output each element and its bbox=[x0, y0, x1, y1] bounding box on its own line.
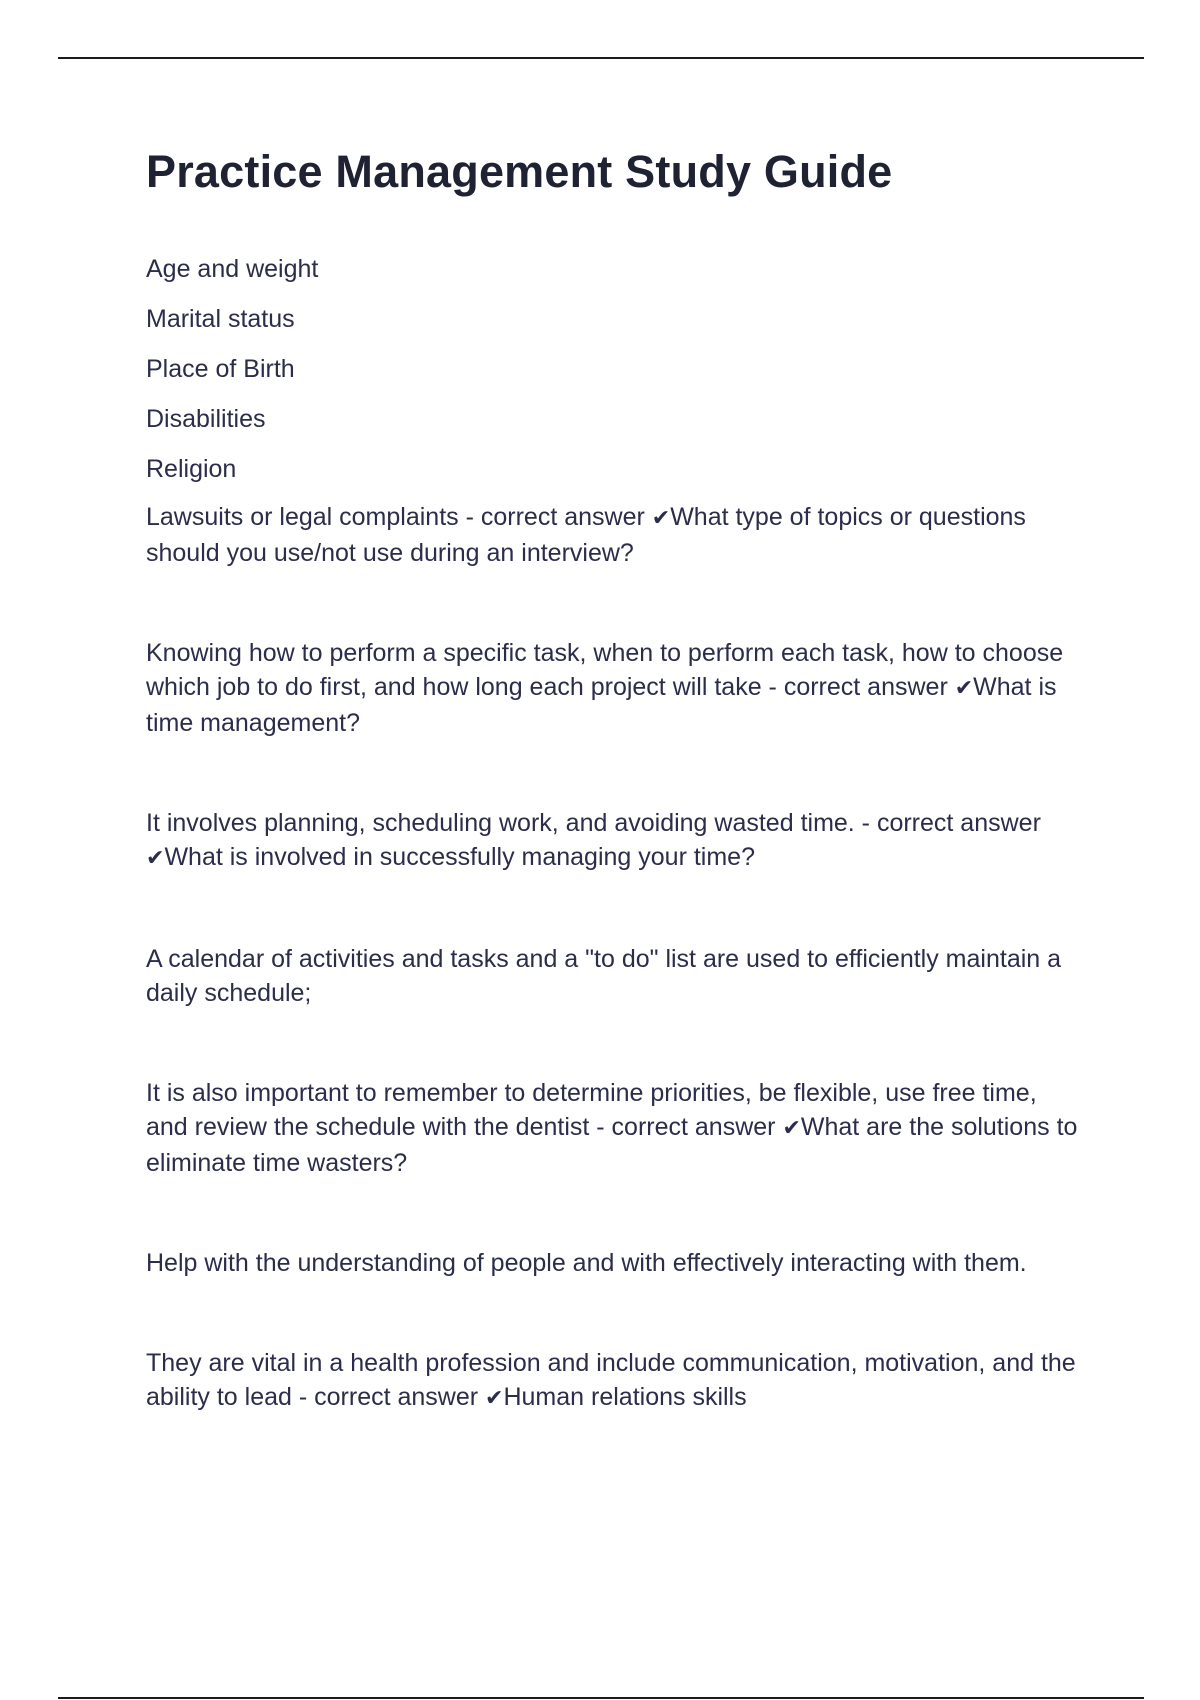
checkmark-icon: ✔ bbox=[782, 1116, 801, 1141]
checkmark-icon: ✔ bbox=[651, 506, 671, 531]
question-text: What is time management? bbox=[146, 673, 1057, 737]
checkmark-icon: ✔ bbox=[146, 846, 165, 871]
question-text: What is involved in successfully managing your time? bbox=[164, 843, 755, 871]
answer-text: Lawsuits or legal complaints - correct answer bbox=[146, 503, 652, 531]
answer-text: It is also important to remember to determine priorities, be flexible, use free time, and review the schedule with the dentist - correct answer bbox=[146, 1079, 1037, 1141]
list-item: Age and weight bbox=[146, 255, 319, 283]
list-item: Disabilities bbox=[146, 405, 266, 433]
qa-paragraph bbox=[146, 636, 1081, 740]
list-item: Marital status bbox=[146, 305, 295, 333]
answer-text: It involves planning, scheduling work, and avoiding wasted time. - correct answer bbox=[146, 809, 1041, 837]
document-body bbox=[146, 252, 1081, 1482]
text-paragraph bbox=[146, 942, 1081, 1010]
bottom-divider bbox=[58, 1697, 1144, 1699]
question-text: What type of topics or questions should you use/not use during an interview? bbox=[146, 503, 1026, 567]
topic-list bbox=[146, 252, 1081, 486]
list-item: Religion bbox=[146, 455, 237, 483]
answer-text: Knowing how to perform a specific task, when to perform each task, how to choose which job to do first, and how long each project will take - correct answer bbox=[146, 639, 1064, 701]
checkmark-icon: ✔ bbox=[954, 676, 974, 701]
qa-paragraph bbox=[146, 1076, 1081, 1180]
qa-paragraph bbox=[146, 1346, 1081, 1416]
page-title: Practice Management Study Guide bbox=[146, 146, 893, 197]
paragraph-text: Help with the understanding of people and with effectively interacting with them. bbox=[146, 1249, 1027, 1277]
answer-text: They are vital in a health profession and include communication, motivation, and the ability to lead - correct answer bbox=[146, 1349, 1076, 1411]
question-text: What are the solutions to eliminate time wasters? bbox=[146, 1113, 1078, 1177]
checkmark-icon: ✔ bbox=[485, 1386, 504, 1411]
paragraph-text: A calendar of activities and tasks and a "to do" list are used to efficiently maintain a daily schedule; bbox=[146, 945, 1062, 1007]
qa-paragraph bbox=[146, 806, 1081, 876]
question-text: Human relations skills bbox=[503, 1383, 747, 1411]
text-paragraph bbox=[146, 1246, 1081, 1280]
list-item: Place of Birth bbox=[146, 355, 295, 383]
qa-paragraph bbox=[146, 500, 1081, 570]
top-divider bbox=[58, 57, 1144, 59]
